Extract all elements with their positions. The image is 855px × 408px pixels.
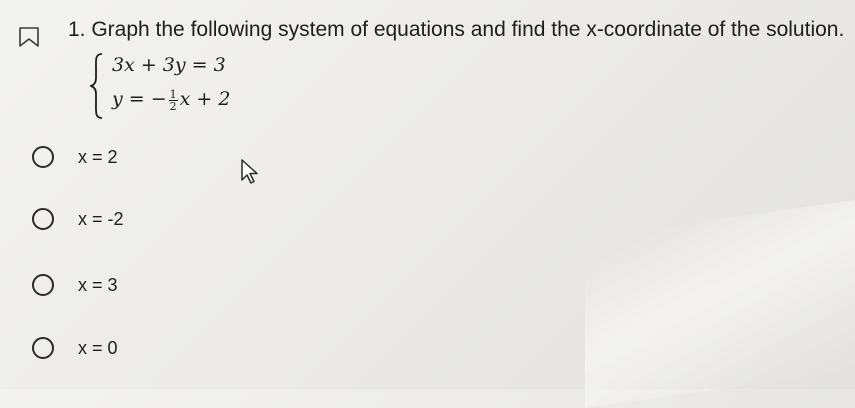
- question-text: 1. Graph the following system of equations and find the x-coordinate of the solution.: [68, 18, 845, 41]
- fraction-numerator: 1: [169, 87, 177, 101]
- fraction-one-half: [169, 89, 178, 112]
- fraction-denominator: 2: [169, 99, 177, 113]
- answer-option-4[interactable]: [32, 333, 292, 363]
- left-brace-icon: [90, 52, 104, 120]
- equation-system: [90, 52, 270, 122]
- answer-option-label: x = 3: [78, 274, 118, 295]
- mouse-pointer-icon: [240, 158, 264, 184]
- answer-option-3[interactable]: [32, 270, 292, 300]
- radio-icon[interactable]: [32, 208, 54, 230]
- answer-option-label: x = 0: [78, 337, 118, 358]
- equation-1: 3x + 3y = 3: [112, 54, 226, 76]
- answer-option-label: x = 2: [78, 146, 118, 167]
- equation-2-lhs: y = −: [112, 88, 167, 110]
- answer-option-label: x = -2: [78, 208, 124, 229]
- answer-option-2[interactable]: [32, 204, 292, 234]
- bookmark-icon[interactable]: [18, 26, 40, 48]
- equation-2: [112, 88, 230, 112]
- radio-icon[interactable]: [32, 146, 54, 168]
- radio-icon[interactable]: [32, 274, 54, 296]
- screen-glare: [585, 200, 855, 408]
- equation-2-rhs: x + 2: [179, 88, 231, 110]
- radio-icon[interactable]: [32, 337, 54, 359]
